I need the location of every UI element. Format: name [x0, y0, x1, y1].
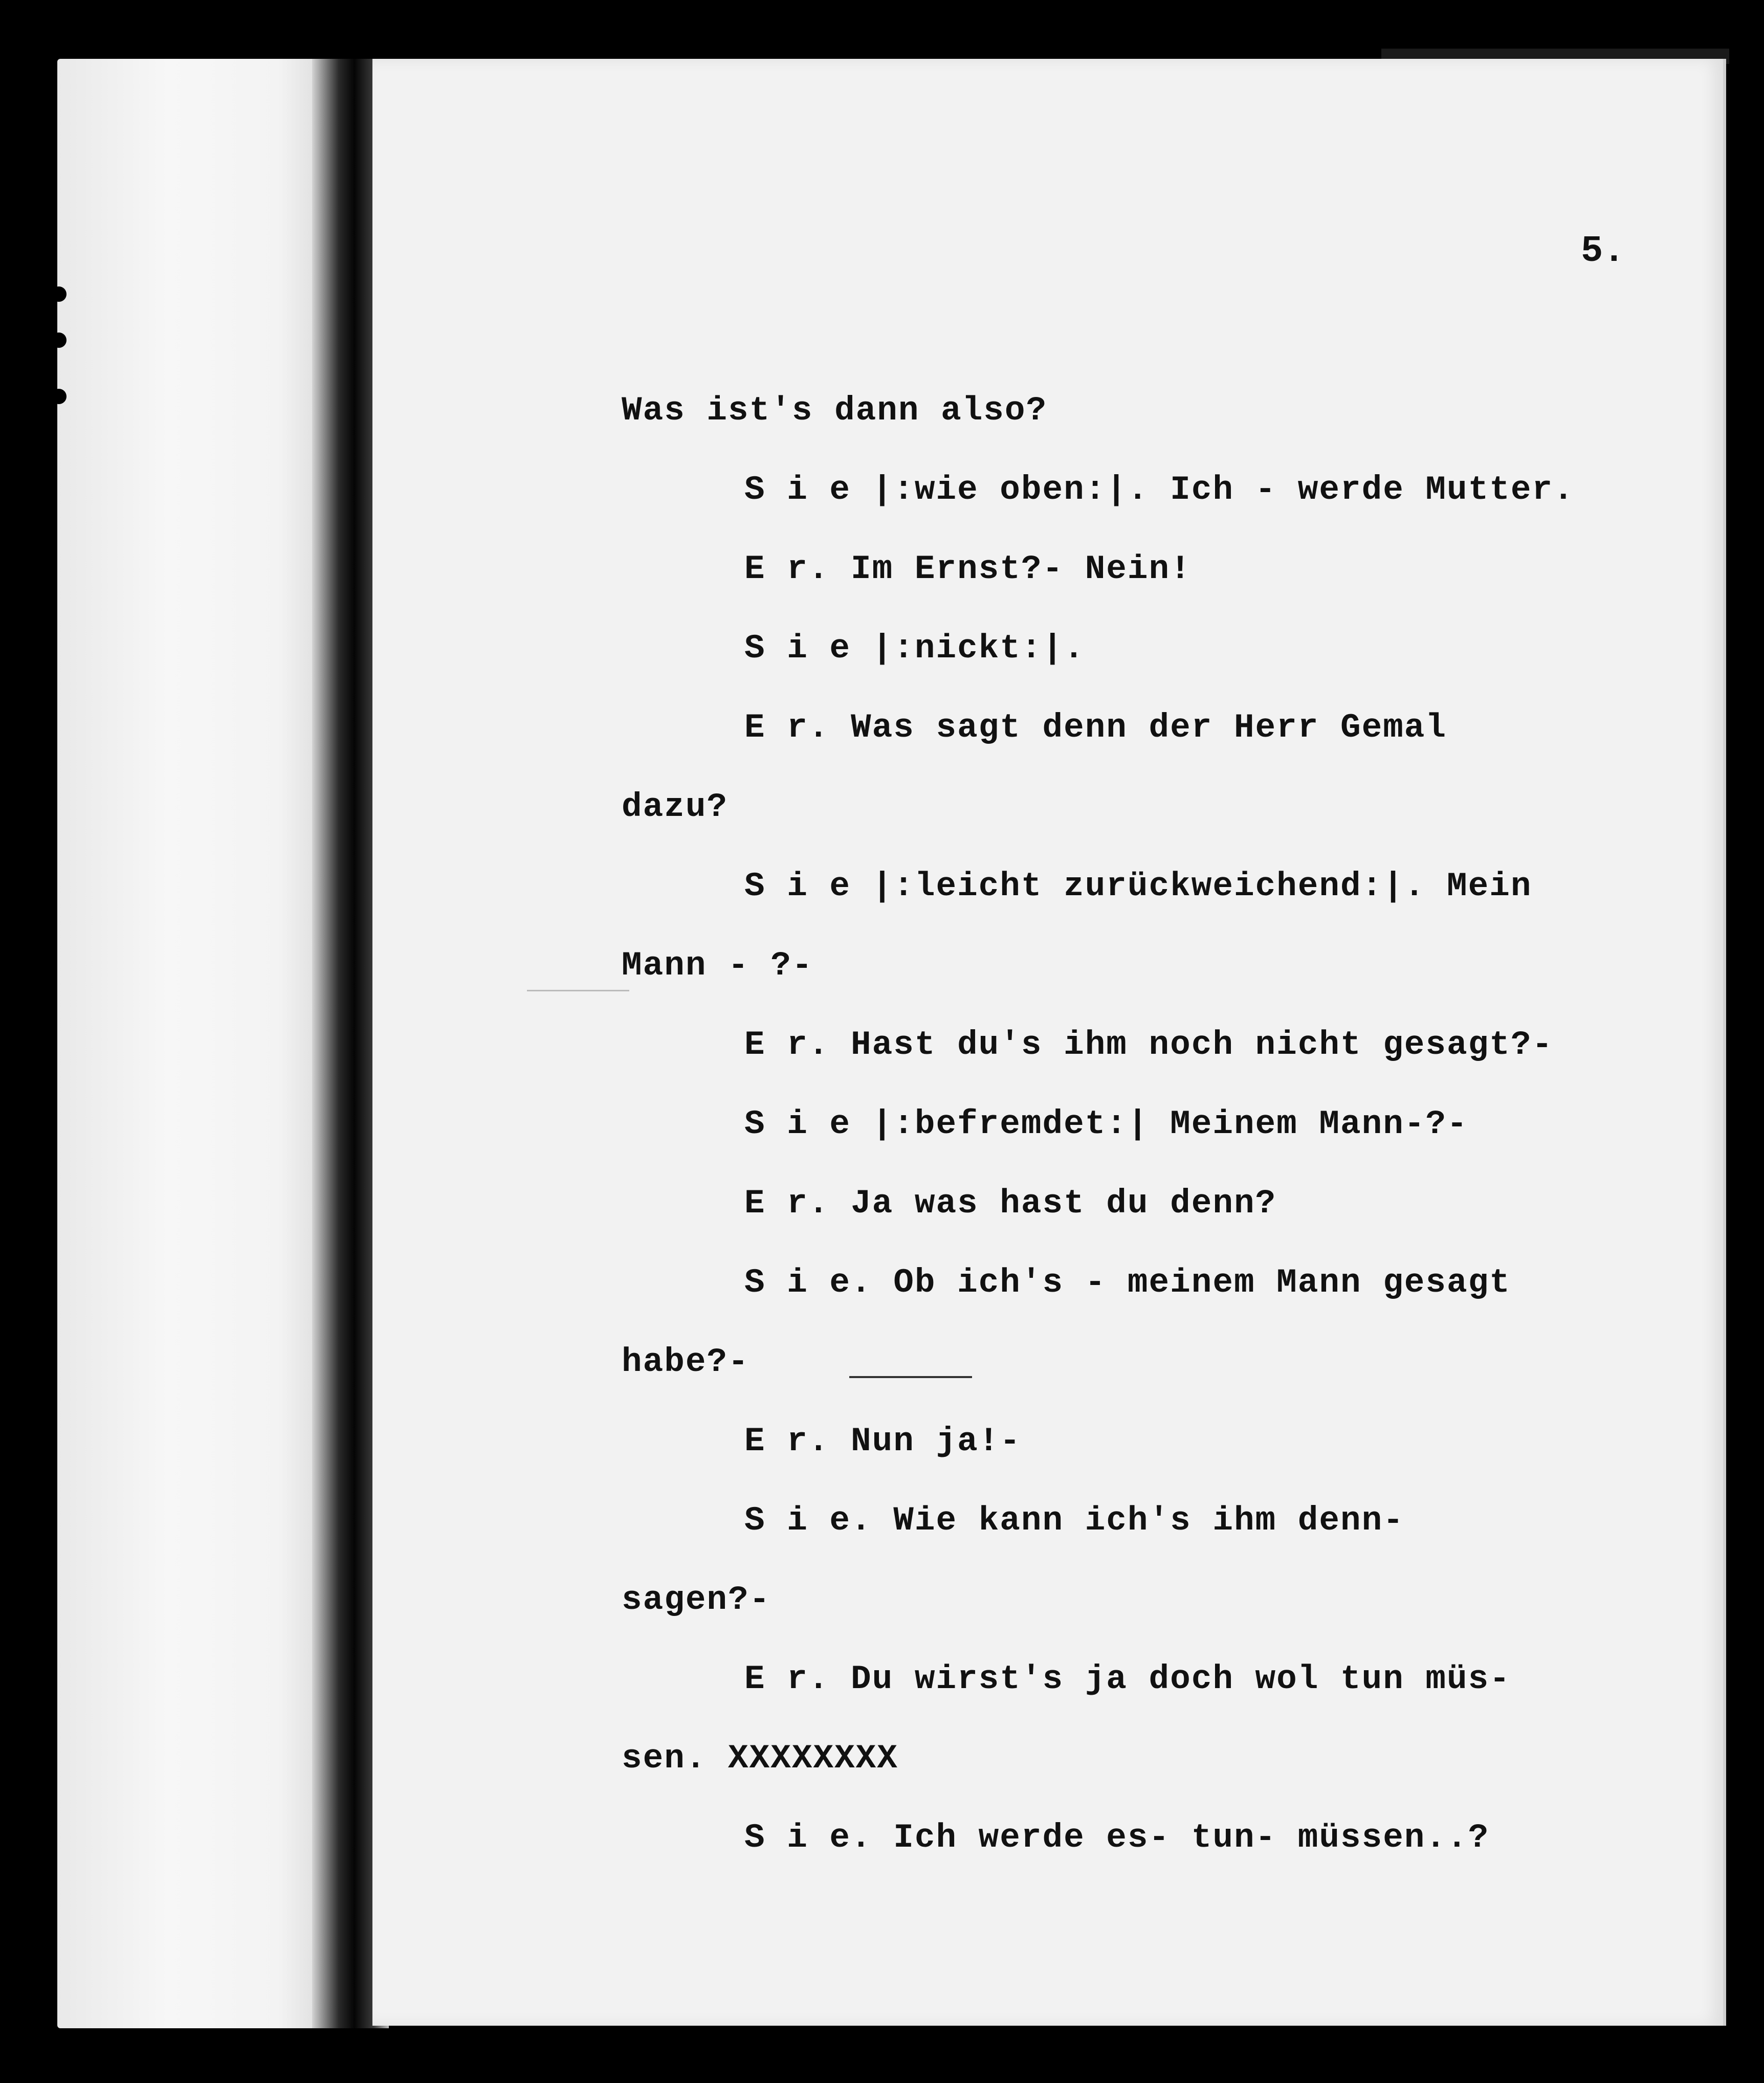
edge-notch — [51, 333, 67, 348]
text-line-6: dazu? — [622, 788, 729, 826]
text-line-7: S i e |:leicht zurückweichend:|. Mein — [744, 867, 1532, 905]
text-line-2: S i e |:wie oben:|. Ich - werde Mutter. — [744, 471, 1575, 509]
left-page-strip — [57, 59, 334, 2028]
text-line-12: S i e. Ob ich's - meinem Mann gesagt — [744, 1264, 1511, 1302]
text-line-14: E r. Nun ja!- — [744, 1422, 1021, 1460]
text-line-16: sagen?- — [622, 1581, 771, 1619]
stray-mark — [527, 990, 629, 991]
text-line-8: Mann - ?- — [622, 946, 813, 985]
text-line-18: sen. XXXXXXXX — [622, 1739, 898, 1778]
text-line-1: Was ist's dann also? — [622, 391, 1048, 430]
text-line-17: E r. Du wirst's ja doch wol tun müs- — [744, 1660, 1511, 1698]
edge-notch — [51, 286, 67, 302]
text-line-9: E r. Hast du's ihm noch nicht gesagt?- — [744, 1026, 1554, 1064]
text-line-15: S i e. Wie kann ich's ihm denn- — [744, 1501, 1404, 1540]
edge-notch — [51, 389, 67, 404]
text-line-10: S i e |:befremdet:| Meinem Mann-?- — [744, 1105, 1468, 1143]
text-line-3: E r. Im Ernst?- Nein! — [744, 550, 1192, 588]
underline-mark — [849, 1376, 972, 1378]
page-number: 5. — [1581, 230, 1625, 272]
text-line-19: S i e. Ich werde es- tun- müssen..? — [744, 1819, 1490, 1857]
text-line-11: E r. Ja was hast du denn? — [744, 1184, 1277, 1223]
text-line-4: S i e |:nickt:|. — [744, 629, 1085, 668]
text-line-13: habe?- — [622, 1343, 749, 1381]
text-line-5: E r. Was sagt denn der Herr Gemal — [744, 708, 1447, 747]
